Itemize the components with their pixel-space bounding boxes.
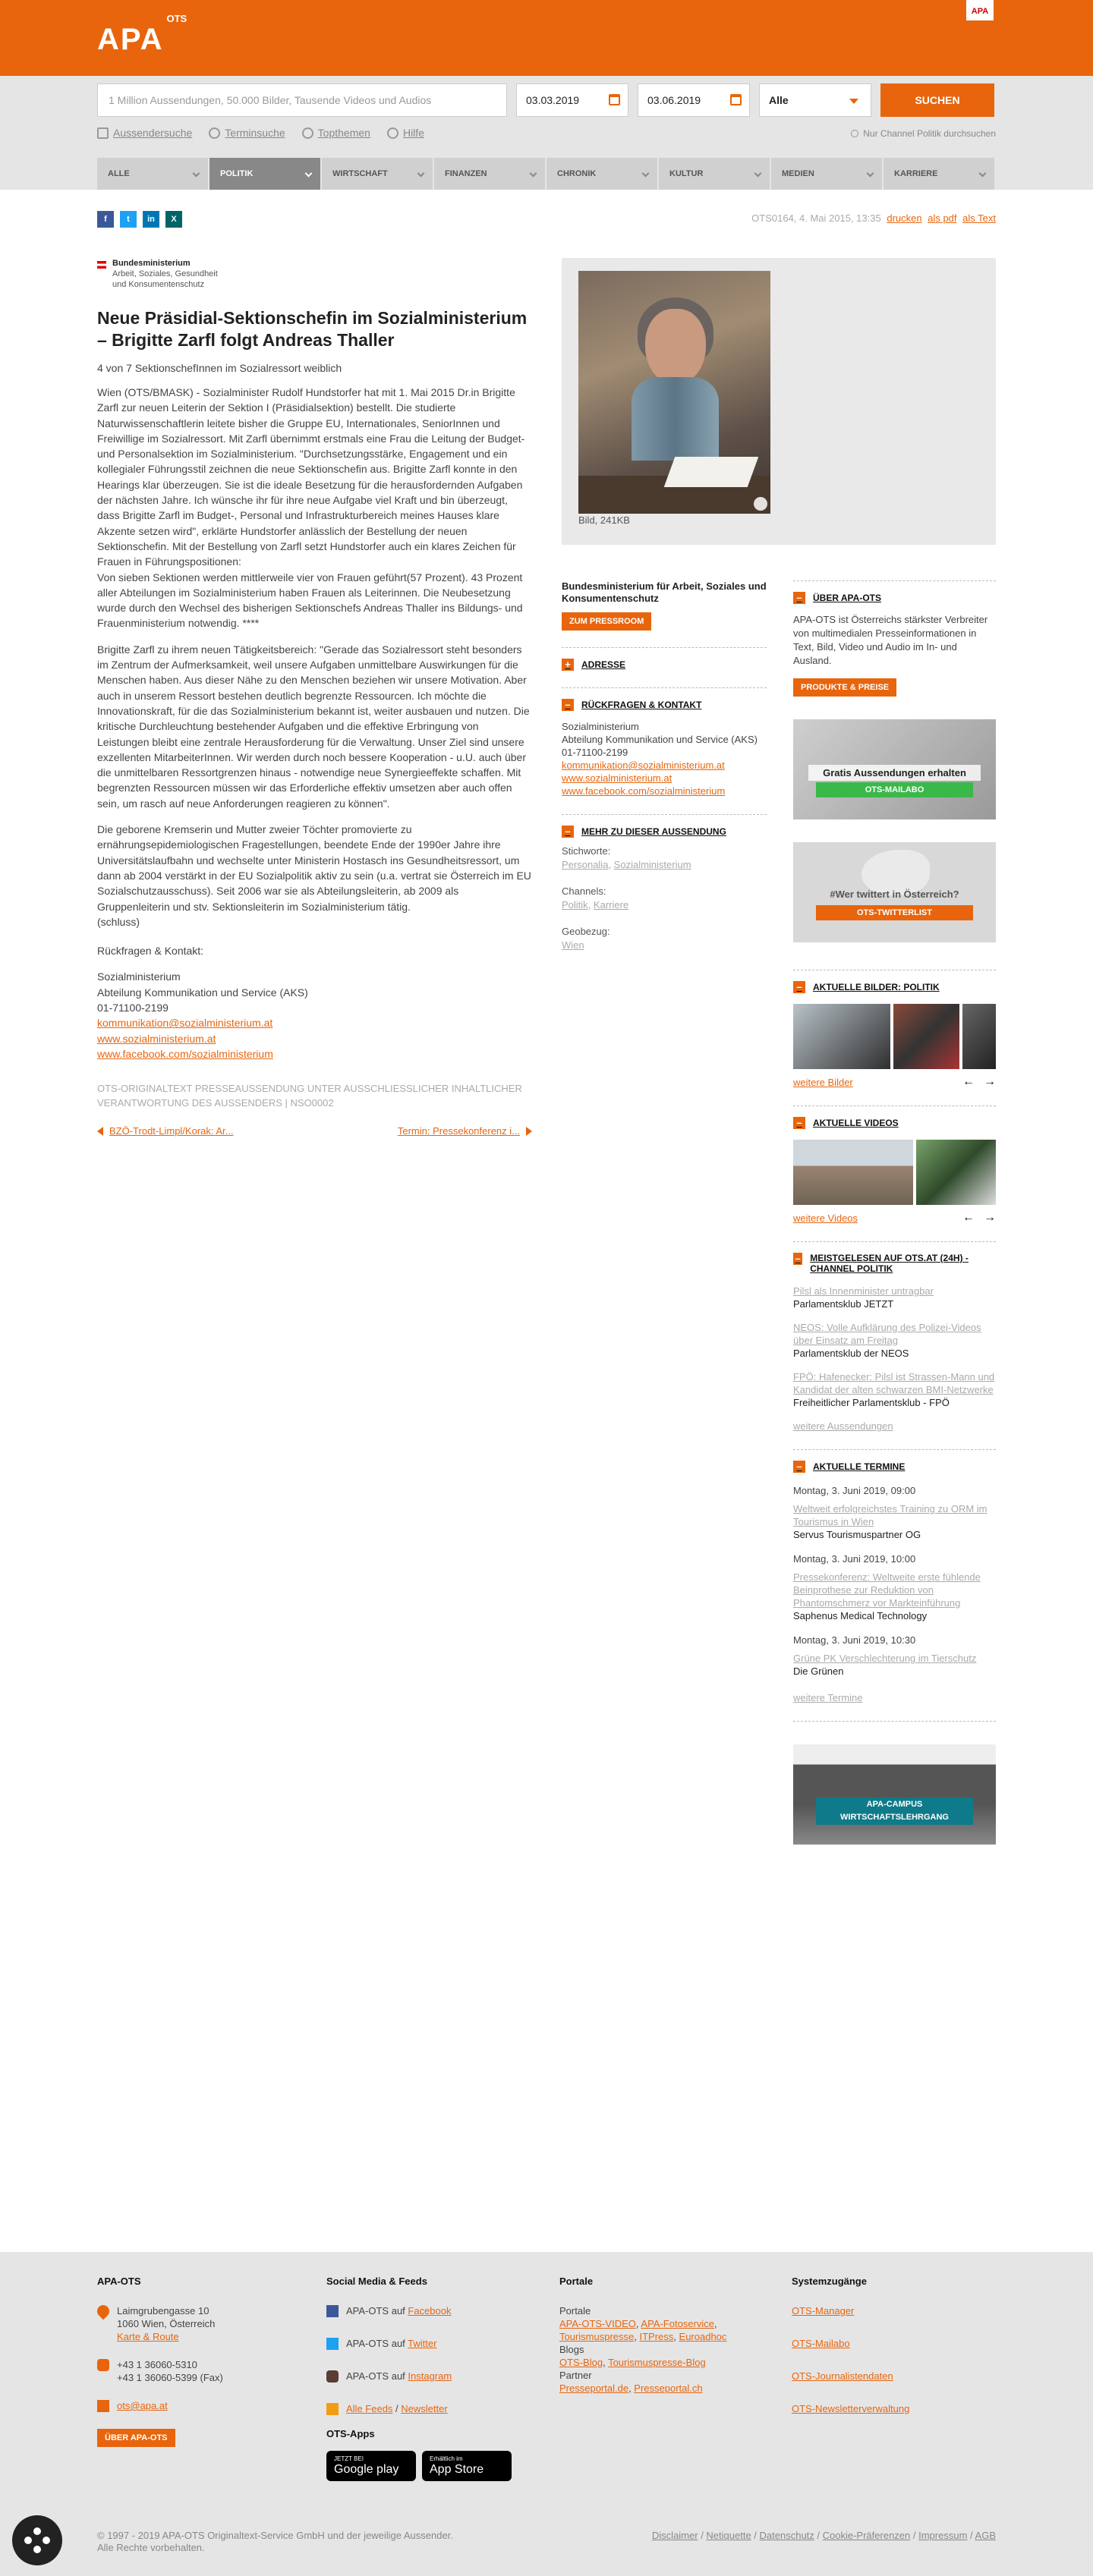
contact-website-link[interactable]: www.sozialministerium.at: [97, 1032, 216, 1045]
sidebar: – ÜBER APA-OTS APA-OTS ist Österreichs stärkster Verbreiter von multimedialen Presseinformationen in Text, Bild, Video und Audio im In- und Ausland. PRODUKTE & PREISE Gratis Aussendungen erhalten OTS-MAILABO #Wer twittert in Österreich? OTS-TWITTERLIST – AKTUELLE BILDER: POLITIK weitere Bilder ← → – AKTUELLE VIDEOS weitere Videos ← → – MEISTGELESEN AUF OTS.AT (24H) - CHANNEL POLITIK Pilsl als Innenminister untragbar Parlamentsklub JETZT NEOS: Volle Aufklärung des Polizei-Videos über Einsatz am Freitag Parlamentsklub der NEOS FPÖ: Hafenecker: Pilsl ist Strassen-Mann und Kandidat der alten schwarzen BMI-Netzwerke Freiheitlicher Parlamentsklub - FPÖ weitere Aussendungen – AKTUELLE TERMINE Montag, 3. Juni 2019, 09:00 Weltweit erfolgreichstes Training zu ORM im Tourismus in Wien Servus Tourismuspartner OG Montag, 3. Juni 2019, 10:00 Pressekonferenz: Weltweite erste fühlende Beinprothese zur Reduktion von Phantomschmerz vor Markteinführung Saphenus Medical Technology Montag, 3. Juni 2019, 10:30 Grüne PK Verschlechterung im Tierschutz Die Grünen weitere Termine APA-CAMPUS WIRTSCHAFTSLEHRGANG: [793, 580, 996, 1845]
arrow-right-icon[interactable]: →: [984, 1075, 996, 1088]
about-apa-ots-button[interactable]: ÜBER APA-OTS: [97, 2429, 175, 2447]
apa-corner-logo[interactable]: APA: [964, 0, 996, 23]
date-from-field[interactable]: 03.03.2019: [516, 83, 628, 117]
more-videos-link[interactable]: weitere Videos: [793, 1212, 858, 1224]
topthemen-link[interactable]: Topthemen: [302, 127, 370, 139]
mailabo-button[interactable]: OTS-MAILABO: [816, 782, 973, 797]
contact-website-link[interactable]: www.sozialministerium.at: [562, 772, 672, 784]
impressum-link[interactable]: Impressum: [918, 2530, 968, 2541]
article-paragraph: Die geborene Kremserin und Mutter zweier Töchter promovierte zu ernährungsepidemiologischen Fragestellungen, beendete Ende der 1990er Jahre ihre Universitätslaufbahn und wechselte unter Ministerin Hostasch ins Gesundheitsressort, um dann ab 2004 verstärkt in der EU Sozialpolitik aktiv zu sein (u.a. vertrat sie Österreich im EU Sozialschutzausschuss). Seit 2006 war sie als Abteilungsleiterin, ab 2009 als Gruppenleiterin und stv. Sektionsleiterin im Sozialministerium tätig. (schluss): [97, 823, 531, 928]
image-thumbnail[interactable]: [893, 1004, 959, 1069]
chevron-down-icon: [305, 170, 313, 178]
apa-ots-logo[interactable]: $APA^{OTS}$: [97, 12, 187, 56]
system-link[interactable]: OTS-Manager: [792, 2305, 855, 2317]
next-release-link[interactable]: Termin: Pressekonferenz i...: [398, 1125, 532, 1137]
channel-link[interactable]: Karriere: [593, 899, 629, 911]
calendar-icon[interactable]: [730, 94, 742, 105]
footer-contact: APA-OTS Laimgrubengasse 10 1060 Wien, Österreich Karte & Route +43 1 36060-5310 +43 1 36060-5399 (Fax) ots@apa.at ÜBER APA-OTS: [97, 2275, 295, 2447]
contact-block: Rückfragen & Kontakt: Sozialministerium Abteilung Kommunikation und Service (AKS) 01-71100-2199 kommunikation@sozialministerium.at www.sozialministerium.at www.facebook.com/sozialministerium: [97, 943, 532, 1062]
minus-icon: –: [793, 592, 805, 604]
portal-link[interactable]: APA-Fotoservice: [641, 2318, 714, 2329]
sender-info-column: Bundesministerium für Arbeit, Soziales und Konsumentenschutz ZUM PRESSROOM + ADRESSE – RÜCKFRAGEN & KONTAKT Sozialministerium Abteilung Kommunikation und Service (AKS) 01-71100-2199 kommunikation@sozialministerium.at www.sozialministerium.at www.facebook.com/sozialministerium – MEHR ZU DIESER AUSSENDUNG Stichworte: Personalia, Sozialministerium Channels: Politik, Karriere Geobezug: Wien: [562, 580, 767, 951]
all-feeds-link[interactable]: Alle Feeds: [346, 2403, 393, 2414]
bilder-toggle[interactable]: – AKTUELLE BILDER: POLITIK: [793, 981, 996, 993]
termine-toggle[interactable]: – AKTUELLE TERMINE: [793, 1461, 996, 1473]
more-releases-link[interactable]: weitere Aussendungen: [793, 1420, 893, 1432]
facebook-icon[interactable]: f: [97, 211, 114, 228]
chevron-down-icon: [193, 170, 200, 178]
rueckfragen-toggle[interactable]: – RÜCKFRAGEN & KONTAKT: [562, 699, 767, 711]
category-select[interactable]: Alle: [759, 83, 871, 117]
blog-link[interactable]: Tourismuspresse-Blog: [608, 2357, 706, 2368]
phone-icon: [97, 2359, 109, 2371]
list-item[interactable]: Pressekonferenz: Weltweite erste fühlende Beinprothese zur Reduktion von Phantomschmerz vor Markteinführung Saphenus Medical Technology: [793, 1571, 981, 1621]
meistgelesen-toggle[interactable]: – MEISTGELESEN AUF OTS.AT (24H) - CHANNEL POLITIK: [793, 1253, 996, 1274]
chevron-down-icon: [642, 170, 650, 178]
more-events-link[interactable]: weitere Termine: [793, 1692, 863, 1703]
mailabo-banner[interactable]: Gratis Aussendungen erhalten OTS-MAILABO: [793, 719, 996, 819]
footer-facebook-link[interactable]: Facebook: [408, 2305, 452, 2317]
calendar-icon[interactable]: [609, 94, 620, 105]
list-item[interactable]: FPÖ: Hafenecker: Pilsl ist Strassen-Mann und Kandidat der alten schwarzen BMI-Netzwerke Freiheitlicher Parlamentsklub - FPÖ: [793, 1371, 995, 1408]
contact-facebook-link[interactable]: www.facebook.com/sozialministerium: [97, 1047, 273, 1060]
prev-release-link[interactable]: BZÖ-Trodt-Limpl/Korak: Ar...: [97, 1125, 234, 1137]
list-item[interactable]: NEOS: Volle Aufklärung des Polizei-Videos über Einsatz am Freitag Parlamentsklub der NEOS: [793, 1322, 981, 1359]
chevron-down-icon: [849, 99, 858, 104]
campus-banner[interactable]: [793, 1744, 996, 1845]
text-link[interactable]: als Text: [962, 212, 996, 224]
facebook-icon: [326, 2305, 339, 2317]
prev-next-nav: [97, 1125, 532, 1137]
article-body: [97, 385, 532, 929]
chevron-down-icon: [530, 170, 537, 178]
aussendersuche-link[interactable]: Aussendersuche: [97, 127, 192, 139]
minus-icon: –: [793, 1117, 805, 1129]
minus-icon: –: [793, 1253, 802, 1265]
zoom-icon[interactable]: [754, 497, 767, 511]
nav-finanzen[interactable]: FINANZEN: [434, 158, 546, 190]
disclaimer-link[interactable]: Disclaimer: [651, 2530, 698, 2541]
footer-instagram-link[interactable]: Instagram: [408, 2370, 452, 2382]
produkte-button[interactable]: PRODUKTE & PREISE: [793, 678, 896, 697]
location-icon: [95, 2303, 112, 2320]
footer-social: Social Media & Feeds APA-OTS auf Facebook APA-OTS auf Twitter APA-OTS auf Instagram Alle Feeds / Newsletter OTS-Apps JETZT BEI Google play Erhältlich im App Store: [326, 2275, 524, 2481]
article-photo[interactable]: [578, 271, 770, 514]
minus-icon: –: [793, 1461, 805, 1473]
legal-links: Disclaimer / Netiquette / Datenschutz / Cookie-Präferenzen / Impressum / AGB: [651, 2530, 996, 2541]
search-area: [0, 76, 1093, 190]
portal-link[interactable]: Euroadhoc: [679, 2331, 727, 2342]
main-nav: [97, 158, 996, 190]
clock-icon: [209, 127, 220, 139]
sender-icon: [97, 127, 109, 139]
arrow-left-icon[interactable]: ←: [962, 1211, 975, 1224]
twitterlist-button[interactable]: OTS-TWITTERLIST: [816, 905, 973, 920]
search-input[interactable]: 1 Million Aussendungen, 50.000 Bilder, Tausende Videos und Audios: [97, 83, 507, 117]
chevron-down-icon: [979, 170, 987, 178]
twitter-icon[interactable]: t: [120, 211, 137, 228]
terminsuche-link[interactable]: Terminsuche: [209, 127, 285, 139]
pdf-link[interactable]: als pdf: [928, 212, 957, 224]
ueber-toggle[interactable]: – ÜBER APA-OTS: [793, 592, 996, 604]
agb-link[interactable]: AGB: [975, 2530, 996, 2541]
austria-flag-icon: [97, 261, 106, 269]
chevron-down-icon: [867, 170, 874, 178]
nav-chronik[interactable]: CHRONIK: [546, 158, 659, 190]
print-link[interactable]: drucken: [887, 212, 922, 224]
radio-icon[interactable]: [851, 130, 858, 137]
campus-button[interactable]: APA-CAMPUS WIRTSCHAFTSLEHRGANG: [816, 1798, 973, 1825]
contact-email-link[interactable]: kommunikation@sozialministerium.at: [562, 760, 725, 771]
xing-icon[interactable]: X: [165, 211, 182, 228]
system-link[interactable]: OTS-Mailabo: [792, 2338, 850, 2349]
nav-wirtschaft[interactable]: WIRTSCHAFT: [322, 158, 434, 190]
article-paragraph: Wien (OTS/BMASK) - Sozialminister Rudolf Hundstorfer hat mit 1. Mai 2015 Dr.in Brigitte Zarfl zur neuen Leiterin der Sektion I (Präsidialsektion) bestellt. Die studierte Naturwissenschaftlerin leitete bisher die Gruppe EU, Internationales, SeniorInnen und Freiwillige im Sozialressort. Mit Zarfl übernimmt erstmals eine Frau die Leitung der Budget- und Personalsektion im Sozialministerium. "Durchsetzungsstärke, Engagement und ein kollegialer Führungsstil zeichnen die neue Sektionschefin aus. Brigitte Zarfl konnte in den Hearings klar überzeugen. Sie ist die ideale Besetzung für die herausfordernden Aufgaben der nächsten Jahre. Ich wünsche ihr für ihre neue Aufgabe viel Kraft und bin überzeugt, dass Brigitte Zarfl im Budget-, Personal und Infrastrukturbereich meines Hauses klare Akzente setzen wird", erklärte Hundstorfer anlässlich der Bestellung der neuen Sektionschefin. Mit der Bestellung von Zarfl setzt Hundstorfer auch ein klares Zeichen für Frauen in Führungspositionen: Von sieben Sektionen werden mittlerweile vier von Frauen geführt(57 Prozent). 43 Prozent aller Abteilungen im Sozialministerium haben Frauen als Leiterinnen. Die Neubesetzung wurde durch den Wechsel des bisherigen Sektionschefs Andreas Thaller ins Bildungs- und Frauenministerium notwendig. ****: [97, 386, 525, 630]
footer-email-link[interactable]: ots@apa.at: [117, 2400, 168, 2411]
app-store-button[interactable]: Erhältlich im App Store: [422, 2451, 512, 2481]
list-item[interactable]: Pilsl als Innenminister untragbar Parlamentsklub JETZT: [793, 1285, 934, 1310]
contact-facebook-link[interactable]: www.facebook.com/sozialministerium: [562, 785, 726, 797]
minus-icon: –: [562, 826, 574, 838]
info-icon: [387, 127, 398, 139]
rueckfragen-content: Sozialministerium Abteilung Kommunikation und Service (AKS) 01-71100-2199 kommunikation@sozialministerium.at www.sozialministerium.at www.facebook.com/sozialministerium: [562, 720, 767, 797]
twitterlist-banner[interactable]: #Wer twittert in Österreich? OTS-TWITTERLIST: [793, 842, 996, 942]
image-thumbnail[interactable]: [793, 1004, 890, 1069]
hilfe-link[interactable]: Hilfe: [387, 127, 424, 139]
netiquette-link[interactable]: Netiquette: [706, 2530, 751, 2541]
nav-kultur[interactable]: KULTUR: [659, 158, 771, 190]
article-title: Neue Präsidial-Sektionschefin im Sozialministerium – Brigitte Zarfl folgt Andreas Thaller: [97, 308, 528, 350]
twitter-icon: [326, 2338, 339, 2350]
system-link[interactable]: OTS-Newsletterverwaltung: [792, 2403, 910, 2414]
arrow-right-icon[interactable]: →: [984, 1211, 996, 1224]
arrow-left-icon[interactable]: ←: [962, 1075, 975, 1088]
partner-link[interactable]: Presseportal.ch: [634, 2383, 703, 2394]
contact-email-link[interactable]: kommunikation@sozialministerium.at: [97, 1017, 273, 1030]
nav-alle[interactable]: ALLE: [97, 158, 209, 190]
videos-toggle[interactable]: – AKTUELLE VIDEOS: [793, 1117, 996, 1129]
top-bar: [0, 0, 1093, 76]
nav-medien[interactable]: MEDIEN: [771, 158, 884, 190]
arrow-right-icon: [526, 1127, 532, 1136]
list-item[interactable]: Grüne PK Verschlechterung im Tierschutz Die Grünen: [793, 1653, 977, 1677]
instagram-icon: [326, 2370, 339, 2383]
datenschutz-link[interactable]: Datenschutz: [759, 2530, 814, 2541]
portal-link[interactable]: ITPress: [639, 2331, 674, 2342]
channel-link[interactable]: Politik: [562, 899, 588, 911]
google-play-button[interactable]: JETZT BEI Google play: [326, 2451, 416, 2481]
copyright: © 1997 - 2019 APA-OTS Originaltext-Service GmbH und der jeweilige Aussender. Alle Rechte vorbehalten.: [97, 2530, 453, 2553]
tag-link[interactable]: Personalia: [562, 859, 609, 870]
article-subtitle: 4 von 7 SektionschefInnen im Sozialressort weiblich: [97, 362, 342, 374]
more-images-link[interactable]: weitere Bilder: [793, 1076, 853, 1088]
partner-link[interactable]: Presseportal.de: [559, 2383, 629, 2394]
list-item[interactable]: Weltweit erfolgreichstes Training zu ORM im Tourismus in Wien Servus Tourismuspartner OG: [793, 1503, 987, 1540]
sender-logo[interactable]: Bundesministerium Arbeit, Soziales, Gesundheit und Konsumentenschutz: [97, 258, 532, 304]
rss-icon: [326, 2403, 339, 2415]
portal-link[interactable]: Tourismuspresse: [559, 2331, 635, 2342]
minus-icon: –: [562, 699, 574, 711]
chevron-down-icon: [417, 170, 425, 178]
system-link[interactable]: OTS-Journalistendaten: [792, 2370, 893, 2382]
geo-link[interactable]: Wien: [562, 939, 584, 951]
image-thumbnail[interactable]: [962, 1004, 996, 1069]
linkedin-icon[interactable]: in: [143, 211, 159, 228]
date-to-field[interactable]: 03.06.2019: [638, 83, 750, 117]
arrow-left-icon: [97, 1127, 103, 1136]
portal-link[interactable]: APA-OTS-VIDEO: [559, 2318, 636, 2329]
photo-box: [562, 258, 996, 545]
release-meta: OTS0164, 4. Mai 2015, 13:35 drucken als pdf als Text: [751, 212, 996, 224]
footer-twitter-link[interactable]: Twitter: [408, 2338, 437, 2349]
minus-icon: –: [793, 981, 805, 993]
nav-karriere[interactable]: KARRIERE: [884, 158, 996, 190]
footer: [0, 2252, 1093, 2576]
tag-link[interactable]: Sozialministerium: [613, 859, 691, 870]
article: [97, 209, 532, 1137]
chat-bubble-icon[interactable]: [12, 2515, 62, 2565]
adresse-toggle[interactable]: + ADRESSE: [562, 659, 767, 671]
photo-caption: Bild, 241KB: [578, 514, 630, 526]
mehr-toggle[interactable]: – MEHR ZU DIESER AUSSENDUNG: [562, 826, 767, 838]
search-button[interactable]: SUCHEN: [880, 83, 994, 117]
article-paragraph: Brigitte Zarfl zu ihrem neuen Tätigkeitsbereich: "Gerade das Sozialressort steht besonders im Zentrum der Aufmerksamkeit, weil unsere Aufgaben unmittelbare Auswirkungen für die Menschen haben. Aus dieser Nähe zu den Menschen beziehen wir unsere Motivation. Aber auch in unserem Ressort bestehen deutlich begrenzte Ressourcen. Ich möchte die Innovationskraft, für die das Sozialministerium bekannt ist, weiter ausbauen und nutzen. Die kritische Durchleuchtung bestehender Aufgaben und die effektive Erbringung von Leistungen bleibt eine zentrale Herausforderung für die Verwaltung. Unser Ziel sind unsere exzellenten MitarbeiterInnen. Wir werden durch noch bessere Kooperation - u.U. auch über die unmittelbaren Ressortgrenzen hinaus - notwendige neue Synergieeffekte schaffen. Mit begrenzten Ressourcen müssen wir das Erforderliche effektiv umsetzen aber auch offen sein, um rasch auf neue Anforderungen reagieren zu können".: [97, 643, 530, 810]
footer-portale: Portale Portale APA-OTS-VIDEO, APA-Fotoservice, Tourismuspresse, ITPress, Euroadhoc Blogs OTS-Blog, Tourismuspresse-Blog Partner Presseportal.de, Presseportal.ch: [559, 2276, 727, 2394]
pressroom-button[interactable]: ZUM PRESSROOM: [562, 612, 651, 631]
plus-icon: +: [562, 659, 574, 671]
footer-system: Systemzugänge OTS-Manager OTS-Mailabo OTS-Journalistendaten OTS-Newsletterverwaltung: [792, 2276, 910, 2414]
nav-politik[interactable]: POLITIK: [209, 158, 322, 190]
sender-name: Bundesministerium für Arbeit, Soziales und Konsumentenschutz: [562, 580, 767, 604]
ots-disclaimer: OTS-ORIGINALTEXT PRESSEAUSSENDUNG UNTER AUSSCHLIESSLICHER INHALTLICHER VERANTWORTUNG DES AUSSENDERS | NSO0002: [97, 1083, 522, 1109]
cookie-link[interactable]: Cookie-Präferenzen: [822, 2530, 911, 2541]
chevron-down-icon: [754, 170, 762, 178]
channel-only-checkbox[interactable]: Nur Channel Politik durchsuchen: [851, 128, 996, 139]
map-route-link[interactable]: Karte & Route: [117, 2331, 179, 2342]
video-thumbnail[interactable]: [793, 1140, 913, 1205]
mail-icon: [97, 2400, 109, 2412]
blog-link[interactable]: OTS-Blog: [559, 2357, 603, 2368]
compass-icon: [302, 127, 313, 139]
newsletter-link[interactable]: Newsletter: [401, 2403, 448, 2414]
video-thumbnail[interactable]: [916, 1140, 996, 1205]
